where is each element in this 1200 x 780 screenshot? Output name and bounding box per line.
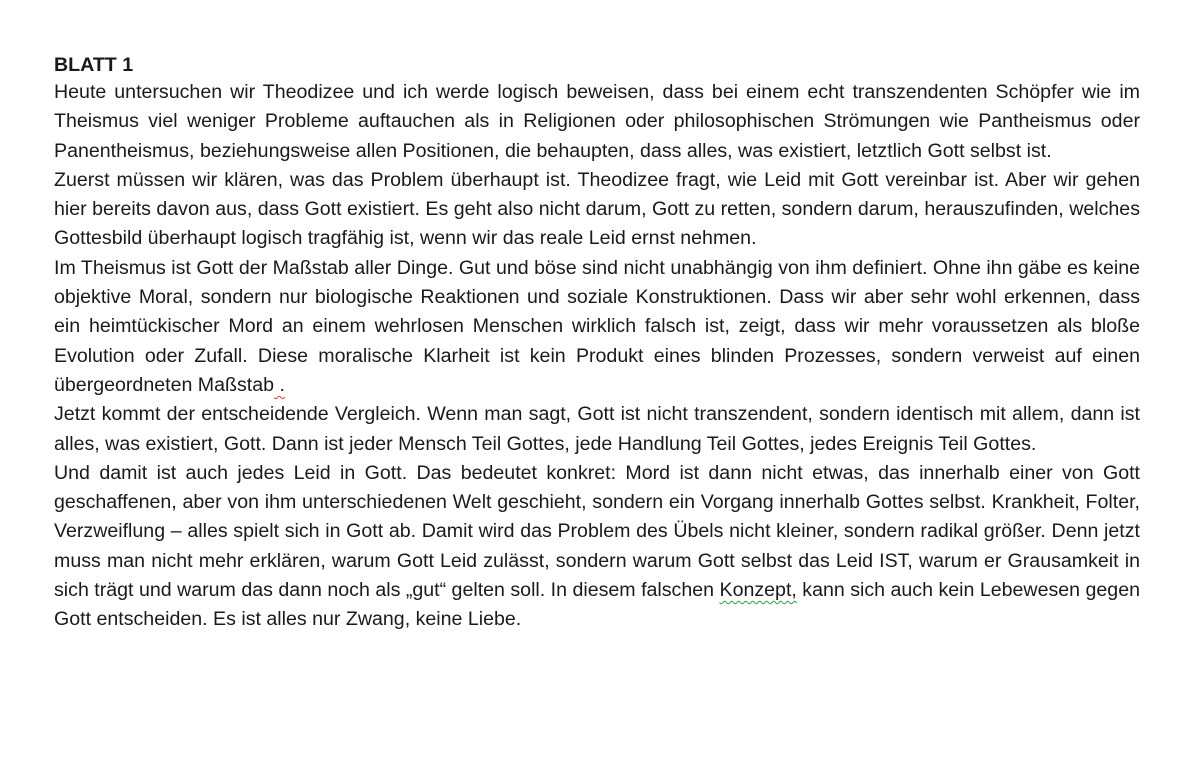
paragraph-3[interactable] xyxy=(54,254,1140,400)
paragraph-5[interactable] xyxy=(54,459,1140,635)
grammar-flag-konzept[interactable]: Konzept, xyxy=(719,579,797,602)
document-heading: BLATT 1 xyxy=(54,54,134,76)
spellcheck-flag[interactable]: . xyxy=(274,373,285,396)
document-page xyxy=(54,52,1140,635)
paragraph-3-text: Im Theismus ist Gott der Maßstab aller Dinge. Gut und böse sind nicht unabhängig von ihm definiert. Ohne ihn gäbe es keine objektive Moral, sondern nur biologische Reaktionen und soziale Konstruktionen. Dass wir aber sehr wohl erkennen, dass ein heimtückischer Mord an einem wehrlosen Menschen wirklich falsch ist, zeigt, dass wir mehr voraussetzen als bloße Evolution oder Zufall. Diese moralische Klarheit ist kein Produkt eines blinden Prozesses, sondern verweist auf einen übergeordneten Maßstab xyxy=(54,256,1140,396)
paragraph-1[interactable]: Heute untersuchen wir Theodizee und ich werde logisch beweisen, dass bei einem echt transzendenten Schöpfer wie im Theismus viel weniger Probleme auftauchen als in Religionen oder philosophischen Strömungen wie Pantheismus oder Panentheismus, beziehungsweise allen Positionen, die behaupten, dass alles, was existiert, letztlich Gott selbst ist. xyxy=(54,81,1140,162)
paragraph-2[interactable]: Zuerst müssen wir klären, was das Problem überhaupt ist. Theodizee fragt, wie Leid mit Gott vereinbar ist. Aber wir gehen hier bereits davon aus, dass Gott existiert. Es geht also nicht darum, Gott zu retten, sondern darum, herauszufinden, welches Gottesbild überhaupt logisch tragfähig ist, wenn wir das reale Leid ernst nehmen. xyxy=(54,168,1140,250)
paragraph-5-tail: kann sich auch kein Lebewesen gegen Gott entscheiden. Es ist alles nur Zwang, keine Liebe. xyxy=(54,579,1140,631)
paragraph-4[interactable]: Jetzt kommt der entscheidende Vergleich. Wenn man sagt, Gott ist nicht transzendent, sondern identisch mit allem, dann ist alles, was existiert, Gott. Dann ist jeder Mensch Teil Gottes, jede Handlung Teil Gottes, jedes Ereignis Teil Gottes. xyxy=(54,403,1140,455)
paragraph-5-text: Und damit ist auch jedes Leid in Gott. Das bedeutet konkret: Mord ist dann nicht etwas, das innerhalb einer von Gott geschaffenen, aber von ihm unterschiedenen Welt geschieht, sondern ein Vorgang innerhalb Gottes selbst. Krankheit, Folter, Verzweiflung – alles spielt sich in Gott ab. Damit wird das Problem des Übels nicht kleiner, sondern radikal größer. Denn jetzt muss man nicht mehr erklären, warum Gott Leid zulässt, sondern warum Gott selbst das Leid IST, warum er Grausamkeit in sich trägt und warum das dann noch als „gut“ gelten soll. In diesem falschen xyxy=(54,461,1140,602)
